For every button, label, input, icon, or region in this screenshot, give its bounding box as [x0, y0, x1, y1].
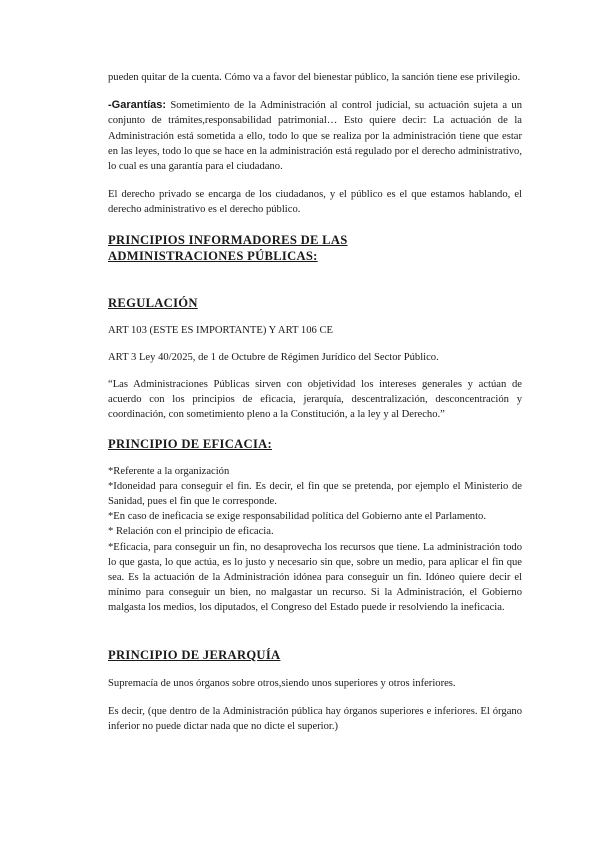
intro-paragraph: pueden quitar de la cuenta. Cómo va a favor del bienestar público, la sanción tiene ese privilegio. [108, 72, 521, 83]
regulacion-art-3: ART 3 Ley 40/2025, de 1 de Octubre de Régimen Jurídico del Sector Público. [108, 351, 439, 363]
eficacia-item: *Referente a la organización [108, 465, 230, 477]
regulacion-quote: “Las Administraciones Públicas sirven con objetividad los intereses generales y actúan de acuerdo con los principios de eficacia, jerarquía, descentralización, desconcentración y coordinación, con sometimiento pleno a la Constitución, a la ley y al Derecho.” [108, 379, 522, 421]
garantias-label: -Garantías: [108, 99, 167, 112]
jerarquia-heading: PRINCIPIO DE JERARQUÍA [108, 647, 281, 662]
regulacion-art-103: ART 103 (ESTE ES IMPORTANTE) Y ART 106 CE [108, 324, 334, 336]
eficacia-list [108, 464, 522, 616]
eficacia-heading: PRINCIPIO DE EFICACIA: [108, 436, 273, 451]
eficacia-item: *En caso de ineficacia se exige responsabilidad política del Gobierno ante el Parlamento. [108, 511, 486, 523]
eficacia-item: * Relación con el principio de eficacia. [108, 526, 274, 538]
regulacion-heading: REGULACIÓN [108, 295, 198, 310]
principios-heading-line1: PRINCIPIOS INFORMADORES DE LAS [108, 232, 348, 247]
document-page [108, 70, 522, 734]
eficacia-item: *Eficacia, para conseguir un fin, no desaprovecha los recursos que tiene. La administración todo lo que gasta, lo que actúa, es lo justo y necesario sin que, sobre un medio, para aplicar el fin que sea. Es la actuación de la Administración idónea para conseguir un fin. Idóneo quiere decir el mínimo para conseguir un bien, no malgastar un recurso. Si la Administración, el Gobierno malgasta los medios, los diputados, el Congreso del Estado puede ir resolviendo la ineficacia. [108, 541, 522, 614]
garantias-paragraph [108, 98, 522, 174]
eficacia-item: *Idoneidad para conseguir el fin. Es decir, el fin que se pretenda, por ejemplo el Ministerio de Sanidad, pues el fin que le corresponde. [108, 480, 522, 508]
derecho-paragraph: El derecho privado se encarga de los ciudadanos, y el público es el que estamos hablando, el derecho administrativo es el derecho público. [108, 189, 522, 216]
jerarquia-paragraph-2: Es decir, (que dentro de la Administración pública hay órganos superiores e inferiores. El órgano inferior no puede dictar nada que no dicte el superior.) [108, 705, 522, 733]
garantias-text: Sometimiento de la Administración al control judicial, su actuación sujeta a un conjunto de trámites,responsabilidad patrimonial… Esto quiere decir: La actuación de la Administración está sometida a ello, todo lo que se realiza por la administración tiene que estar en las leyes, todo lo que se hace en la administración está regulado por el derecho administrativo, lo cual es una garantía para el ciudadano. [108, 100, 522, 173]
principios-heading [108, 232, 522, 264]
jerarquia-paragraph-1: Supremacía de unos órganos sobre otros,siendo unos superiores y otros inferiores. [108, 677, 456, 689]
principios-heading-line2: ADMINISTRACIONES PÚBLICAS: [108, 248, 318, 263]
